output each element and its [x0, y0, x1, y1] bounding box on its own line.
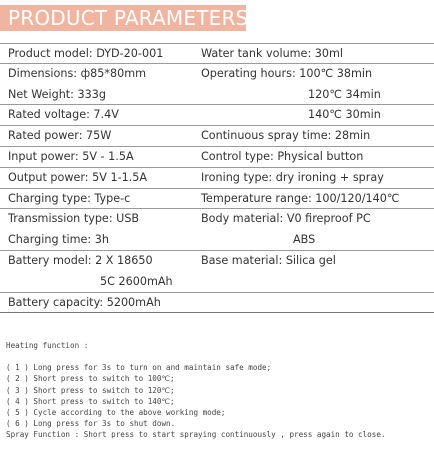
operating-hours-140: 140℃ 30min — [308, 108, 381, 122]
param-row — [0, 126, 434, 147]
param-row — [0, 105, 434, 126]
battery-model: Battery model: 2 X 18650 — [8, 253, 153, 267]
function-notes — [6, 340, 432, 441]
operating-hours-120: 120℃ 34min — [308, 87, 381, 101]
rated-power: Rated power: 75W — [8, 129, 112, 143]
temperature-range: Temperature range: 100/120/140℃ — [201, 191, 400, 205]
heating-step: ( 5 ) Cycle according to the above working mode; — [6, 408, 226, 418]
page-title: PRODUCT PARAMETERS — [8, 6, 249, 30]
battery-capacity: Battery capacity: 5200mAh — [8, 295, 161, 309]
heating-function-heading: Heating function : — [6, 341, 89, 350]
battery-model-spec: 5C 2600mAh — [100, 274, 173, 288]
transmission-type: Transmission type: USB — [8, 212, 140, 226]
param-row — [0, 43, 434, 64]
dimensions: Dimensions: ф85*80mm — [8, 66, 147, 80]
heating-step: ( 4 ) Short press to switch to 140℃; — [6, 396, 175, 406]
param-row — [0, 230, 434, 251]
ironing-type: Ironing type: dry ironing + spray — [201, 170, 384, 184]
param-row — [0, 85, 434, 106]
param-row — [0, 168, 434, 189]
parameters-table — [0, 43, 434, 313]
continuous-spray-time: Continuous spray time: 28min — [201, 129, 371, 143]
param-row — [0, 209, 434, 230]
param-row — [0, 64, 434, 85]
net-weight: Net Weight: 333g — [8, 87, 106, 101]
output-power: Output power: 5V 1-1.5A — [8, 170, 148, 184]
heating-step: ( 6 ) Long press for 3s to shut down. — [6, 419, 176, 429]
charging-type: Charging type: Type-c — [8, 191, 131, 205]
charging-time: Charging time: 3h — [8, 233, 109, 247]
heating-step: ( 2 ) Short press to switch to 100℃; — [6, 374, 175, 384]
heating-step: ( 1 ) Long press for 3s to turn on and maintain safe mode; — [6, 363, 272, 373]
control-type: Control type: Physical button — [201, 149, 364, 163]
rated-voltage: Rated voltage: 7.4V — [8, 108, 119, 122]
body-material: Body material: V0 fireproof PC — [201, 212, 371, 226]
param-row — [0, 272, 434, 293]
body-material-abs: ABS — [293, 233, 316, 247]
base-material: Base material: Silica gel — [201, 253, 336, 267]
input-power: Input power: 5V - 1.5A — [8, 149, 134, 163]
spray-function: Spray Function : Short press to start spraying continuously , press again to close. — [6, 430, 386, 440]
heating-step: ( 3 ) Short press to switch to 120℃; — [6, 385, 175, 395]
param-row — [0, 293, 434, 314]
water-tank-volume: Water tank volume: 30ml — [201, 47, 344, 60]
param-row — [0, 189, 434, 210]
param-row — [0, 251, 434, 272]
header-banner — [0, 5, 249, 31]
product-model: Product model: DYD-20-001 — [8, 47, 164, 60]
param-row — [0, 147, 434, 168]
operating-hours: Operating hours: 100℃ 38min — [201, 66, 373, 80]
